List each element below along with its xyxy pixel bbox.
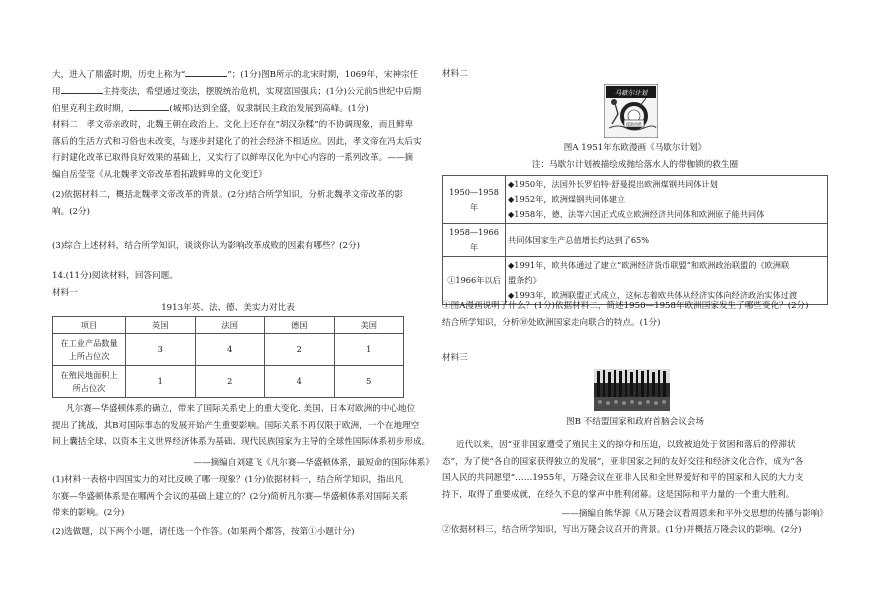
- svg-text:援助西欧: 援助西欧: [626, 121, 642, 127]
- text-line: 材料二 孝文帝亲政时，北魏王朝在政治上、文化上还存在“胡汉杂糅”的不协调现象，而且鲜卑: [52, 120, 414, 130]
- table-row: [443, 224, 828, 257]
- text-line: (2)依据材料二，概括北魏孝文帝改革的背景。(2分)结合所学知识，分析北魏孝文帝改革的影: [52, 190, 403, 200]
- events-cell: ◆1950年，法国外长罗伯特·舒曼提出欧洲煤钢共同体计划 ◆1952年，欧洲煤钢共同体建立 ◆1958年，德、法等六国正式成立欧洲经济共同体和欧洲原子能共同体: [506, 176, 828, 224]
- figure-a-caption-block: [442, 140, 828, 173]
- text: 伯里克利主政时期，: [52, 104, 130, 114]
- table-row: [53, 366, 404, 398]
- table-cell: 5: [334, 366, 404, 398]
- figure-caption: 图A 1951年东欧漫画《马歇尔计划》: [563, 143, 707, 153]
- material-1-text: [52, 401, 430, 451]
- q13-answer-line3: [52, 100, 369, 118]
- question-2: [52, 187, 403, 220]
- text-line: 态”，为了使“各自的国家获得独立的发展”，亚非国家之间的友好交往和经济文化合作，成为“各: [442, 456, 804, 467]
- text-line: 持下，取得了重要成就，在经久不息的掌声中胜利闭幕。这是国际和平力量的一个重大胜利。: [442, 489, 795, 500]
- text-line: (2)选做题，以下两个小题，请任选一个作答。(如果两个都答，按第①小题计分): [52, 527, 355, 537]
- text-line: 尔赛—华盛顿体系是在哪两个会议的基础上建立的？(2分)简析凡尔赛—华盛顿体系对国际关系: [52, 491, 408, 502]
- conference-hall-photo: [594, 369, 670, 411]
- table-row: [53, 334, 404, 366]
- events-cell: 共同体国家生产总值增长约达到了65%: [506, 224, 828, 257]
- text-line: ②依据材料三，结合所学知识，写出万隆会议召开的背景。(1分)并概括万隆会议的影响。(2分): [442, 525, 802, 535]
- text-line: 凡尔赛—华盛顿体系的确立，带来了国际关系史上的重大变化. 美国、日本对欧洲的中心地位: [66, 404, 416, 414]
- material-label: 材料二: [442, 69, 468, 79]
- source-citation: ——摘编自熊华源《从万隆会议看周恩来和平外交思想的传播与影响》: [561, 509, 828, 519]
- source-1: [52, 455, 434, 472]
- text-line: 提出了挑战，其B对国际事态的发展开始产生重要影响。国际关系不再仅限于欧洲，一个在地理空: [52, 420, 420, 431]
- material-label: 材料三: [442, 353, 468, 363]
- q13-answer-line2: [52, 83, 421, 101]
- period-cell: ①1966年以后: [443, 257, 506, 305]
- table-cell: 3: [126, 334, 196, 366]
- table-cell: 2: [265, 334, 335, 366]
- text: ”；(1分)图B所示的北宋时期，1069年，宋神宗任: [227, 70, 419, 80]
- question-14: [52, 268, 178, 301]
- row-label: 在工业产品数量 上所占位次: [53, 334, 126, 366]
- header-cell: 项目: [53, 317, 126, 334]
- figure-b-caption-block: [442, 414, 828, 431]
- text-line: 带来的影响。(2分): [52, 508, 125, 518]
- text-line: 近代以来，因“亚非国家遭受了殖民主义的掠夺和压迫，以致被迫处于贫困和落后的停滞状: [456, 440, 796, 450]
- header-cell: 英国: [126, 317, 196, 334]
- source-3: [442, 506, 828, 523]
- figure-caption: 图B 不结盟国家和政府首脑会议会场: [566, 417, 704, 427]
- material-2-label: [442, 66, 468, 83]
- table-caption: 1913年英、法、德、美实力对比表: [161, 303, 295, 313]
- table-cell: 1: [126, 366, 196, 398]
- row-label: 在殖民地面积上 所占位次: [53, 366, 126, 398]
- text-line: ①图A漫画说明了什么？(1分)依据材料二，简述1950—1958年欧洲国家发生了哪些变化？(2分): [442, 301, 809, 311]
- question-heading: 14.(11分)阅读材料，回答问题。: [52, 271, 178, 281]
- material-label: 材料一: [52, 287, 78, 298]
- text-line: 国人民的共同愿望”……1955年，万隆会议在亚非人民和全世界爱好和平的国家和人民的大力支: [442, 473, 804, 483]
- text-line: (1)材料一表格中四国实力的对比反映了哪一现象？(1分)依据材料一，结合所学知识，指出凡: [52, 475, 403, 485]
- question-14-1: [52, 472, 408, 522]
- question-a: [442, 298, 808, 331]
- material-3-label: [442, 350, 468, 367]
- question-b: [442, 522, 802, 539]
- text-line: 落后的生活方式和习俗也未改变，与逐步封建化了的社会经济不相适应。因此，孝文帝在冯太后实: [52, 136, 422, 147]
- answer-blank[interactable]: [129, 100, 169, 111]
- header-cell: 美国: [334, 317, 404, 334]
- table-row: [443, 176, 828, 224]
- question-14-2: [52, 524, 354, 541]
- text: 大，进入了鼎盛时期，历史上称为“: [52, 70, 186, 80]
- text: 用: [52, 87, 61, 97]
- period-cell: 1958—1966年: [443, 224, 506, 257]
- figure-note: 注：马歇尔计划被描绘成抛给落水人的带枷锁的救生圈: [531, 159, 739, 170]
- text: 主持变法，希望通过变法，摆脱统治危机，实现富国强兵；(1分)公元前5世纪中后期: [102, 87, 422, 97]
- table-cell: 2: [195, 366, 265, 398]
- text-line: 行封建化改革已取得良好效果的基础上，又实行了以鲜卑汉化为中心内容的一系列改革。——摘: [52, 153, 413, 163]
- table-title: [52, 300, 404, 317]
- text-line: 结合所学知识，分析⑩处欧洲国家走向联合的特点。(1分): [442, 317, 661, 328]
- table-cell: 4: [265, 366, 335, 398]
- material-2-text: [52, 117, 422, 183]
- marshall-plan-cartoon: [604, 84, 658, 138]
- power-comparison-table: [52, 316, 404, 398]
- table-header-row: [53, 317, 404, 334]
- period-cell: 1950—1958年: [443, 176, 506, 224]
- question-3: [52, 238, 360, 255]
- svg-text:马歇尔计划: 马歇尔计划: [614, 89, 648, 97]
- source-citation: ——摘编自刘建飞《凡尔赛—华盛顿体系，最短命的国际体系》: [193, 458, 434, 468]
- text: (城邦)达到全盛，奴隶制民主政治发展到高峰。(1分): [169, 104, 369, 114]
- answer-blank[interactable]: [185, 66, 227, 77]
- answer-blank[interactable]: [61, 83, 103, 94]
- text-line: 响。(2分): [52, 206, 90, 217]
- header-cell: 法国: [195, 317, 265, 334]
- table-cell: 4: [195, 334, 265, 366]
- header-cell: 德国: [265, 317, 335, 334]
- text-line: 间上囊括全球、以资本主义世界经济体系为基础、现代民族国家为主导的全球性国际体系初步形成。: [52, 437, 431, 447]
- text-line: 编自岳莹莹《从北魏孝文帝改革看拓跋鲜卑的文化变迁》: [52, 169, 267, 180]
- text-line: (3)综合上述材料，结合所学知识，谈谈你认为影响改革成败的因素有哪些？(2分): [52, 241, 360, 251]
- european-integration-table: [442, 175, 828, 305]
- material-3-text: [442, 437, 803, 503]
- events-cell: ◆1991年，欧共体通过了建立“欧洲经济货币联盟”和欧洲政治联盟的《欧洲联 盟条约》 ◆1993年，欧洲联盟正式成立，这标志着欧共体从经济实体向经济政治实体过渡: [506, 257, 828, 305]
- q13-answer-line1: [52, 66, 418, 84]
- table-cell: 1: [334, 334, 404, 366]
